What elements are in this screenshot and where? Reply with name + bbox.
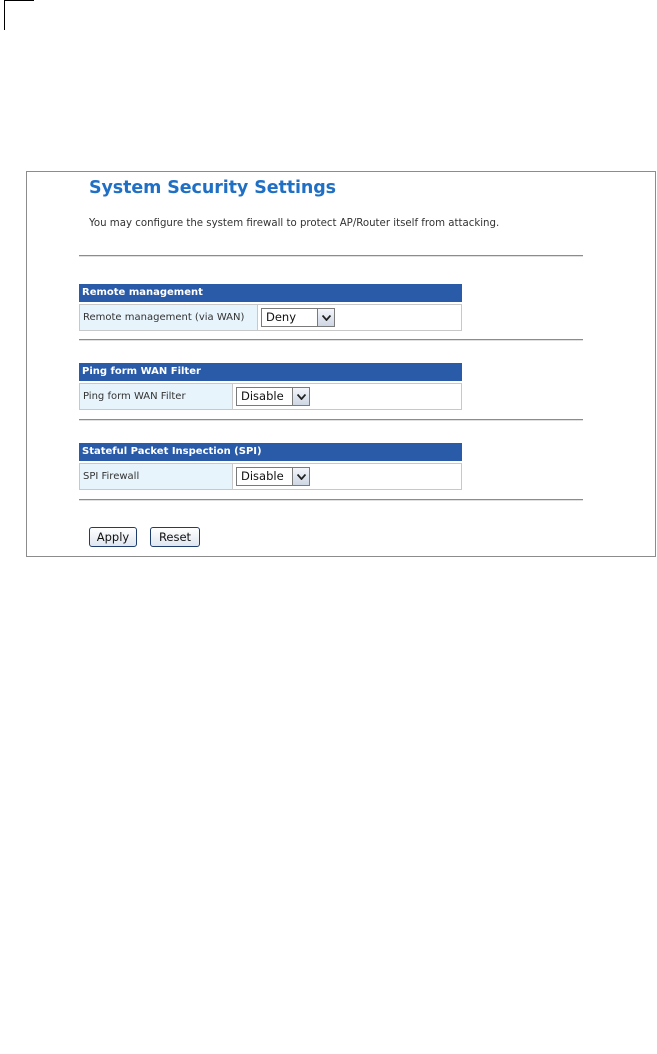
remote-management-row	[79, 304, 462, 331]
section-header-spi: Stateful Packet Inspection (SPI)	[79, 443, 462, 461]
divider	[79, 339, 583, 341]
apply-button[interactable]: Apply	[89, 527, 137, 547]
chevron-down-icon[interactable]	[317, 309, 334, 326]
page-title: System Security Settings	[89, 178, 336, 198]
spi-firewall-label: SPI Firewall	[80, 464, 233, 489]
divider	[79, 499, 583, 501]
spi-firewall-select[interactable]	[236, 467, 310, 486]
section-header-remote-management: Remote management	[79, 284, 462, 302]
section-header-ping-wan-filter: Ping form WAN Filter	[79, 363, 462, 381]
spi-firewall-value: Disable	[241, 469, 284, 483]
remote-management-value: Deny	[266, 310, 297, 324]
divider	[79, 255, 583, 257]
ping-wan-filter-label: Ping form WAN Filter	[80, 384, 233, 409]
ping-wan-filter-row	[79, 383, 462, 410]
crop-mark	[4, 0, 34, 1]
chevron-down-icon[interactable]	[292, 468, 309, 485]
remote-management-select[interactable]	[261, 308, 335, 327]
crop-mark	[4, 0, 5, 30]
ping-wan-filter-select[interactable]	[236, 387, 310, 406]
settings-panel	[26, 171, 656, 557]
remote-management-label: Remote management (via WAN)	[80, 305, 258, 330]
spi-firewall-row	[79, 463, 462, 490]
chevron-down-icon[interactable]	[292, 388, 309, 405]
divider	[79, 419, 583, 421]
reset-button[interactable]: Reset	[150, 527, 200, 547]
ping-wan-filter-value: Disable	[241, 389, 284, 403]
page-description: You may configure the system firewall to protect AP/Router itself from attacking.	[89, 218, 500, 229]
